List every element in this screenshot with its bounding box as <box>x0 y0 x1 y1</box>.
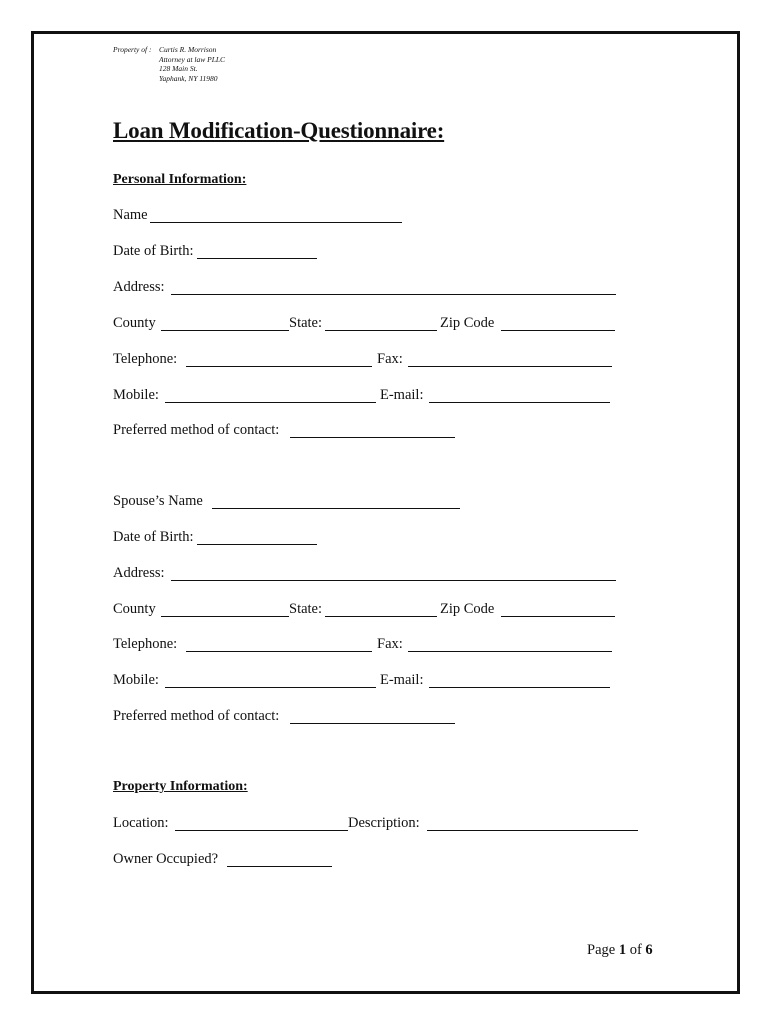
mobile-label: Mobile: <box>113 387 159 403</box>
spouse-state-field[interactable] <box>325 616 437 617</box>
spouse-zip-label: Zip Code <box>440 601 495 617</box>
spouse-fax-label: Fax: <box>377 636 403 652</box>
spouse-email-label: E-mail: <box>380 672 424 688</box>
owner-occupied-field[interactable] <box>227 866 332 867</box>
page-number <box>587 942 653 959</box>
spouse-dob-field[interactable] <box>197 544 317 545</box>
spouse-telephone-label: Telephone: <box>113 636 178 652</box>
spouse-mobile-label: Mobile: <box>113 672 159 688</box>
property-of-label: Property of : <box>113 45 152 54</box>
spouse-email-field[interactable] <box>429 687 610 688</box>
address-line: 128 Main St. <box>159 64 198 73</box>
mobile-field[interactable] <box>165 402 376 403</box>
telephone-field[interactable] <box>186 366 372 367</box>
name-field[interactable] <box>150 222 402 223</box>
county-field[interactable] <box>161 330 289 331</box>
spouse-address-label: Address: <box>113 565 165 581</box>
spouse-name-field[interactable] <box>212 508 460 509</box>
property-info-heading: Property Information: <box>113 779 248 794</box>
spouse-address-field[interactable] <box>171 580 616 581</box>
contact-method-label: Preferred method of contact: <box>113 422 280 438</box>
address-line: Curtis R. Morrison <box>159 45 217 54</box>
total-pages: 6 <box>645 942 653 958</box>
location-label: Location: <box>113 815 169 831</box>
spouse-county-field[interactable] <box>161 616 289 617</box>
of-word: of <box>629 942 642 958</box>
fax-label: Fax: <box>377 351 403 367</box>
address-field[interactable] <box>171 294 616 295</box>
spouse-county-label: County <box>113 601 156 617</box>
address-line: Attorney at law PLLC <box>159 54 226 64</box>
attorney-address <box>159 45 225 83</box>
description-field[interactable] <box>427 830 638 831</box>
zip-label: Zip Code <box>440 315 495 331</box>
fax-field[interactable] <box>408 366 612 367</box>
spouse-telephone-field[interactable] <box>186 651 372 652</box>
county-label: County <box>113 315 156 331</box>
spouse-dob-label: Date of Birth: <box>113 529 194 545</box>
spouse-name-label: Spouse’s Name <box>113 493 203 509</box>
email-label: E-mail: <box>380 387 424 403</box>
state-label: State: <box>289 315 323 331</box>
name-label: Name <box>113 207 148 223</box>
spouse-contact-method-label: Preferred method of contact: <box>113 708 280 724</box>
dob-label: Date of Birth: <box>113 243 194 259</box>
spouse-contact-method-field[interactable] <box>290 723 455 724</box>
telephone-label: Telephone: <box>113 351 178 367</box>
description-label: Description: <box>348 815 420 831</box>
personal-info-heading: Personal Information: <box>113 172 247 187</box>
zip-field[interactable] <box>501 330 615 331</box>
location-field[interactable] <box>175 830 348 831</box>
spouse-mobile-field[interactable] <box>165 687 376 688</box>
spouse-state-label: State: <box>289 601 323 617</box>
page-title: Loan Modification-Questionnaire: <box>113 118 445 143</box>
spouse-zip-field[interactable] <box>501 616 615 617</box>
email-field[interactable] <box>429 402 610 403</box>
address-line: Yaphank, NY 11980 <box>159 73 218 83</box>
current-page: 1 <box>618 942 627 958</box>
owner-occupied-label: Owner Occupied? <box>113 851 219 867</box>
dob-field[interactable] <box>197 258 317 259</box>
address-label: Address: <box>113 279 165 295</box>
spouse-fax-field[interactable] <box>408 651 612 652</box>
state-field[interactable] <box>325 330 437 331</box>
contact-method-field[interactable] <box>290 437 455 438</box>
page-word: Page <box>587 942 616 958</box>
